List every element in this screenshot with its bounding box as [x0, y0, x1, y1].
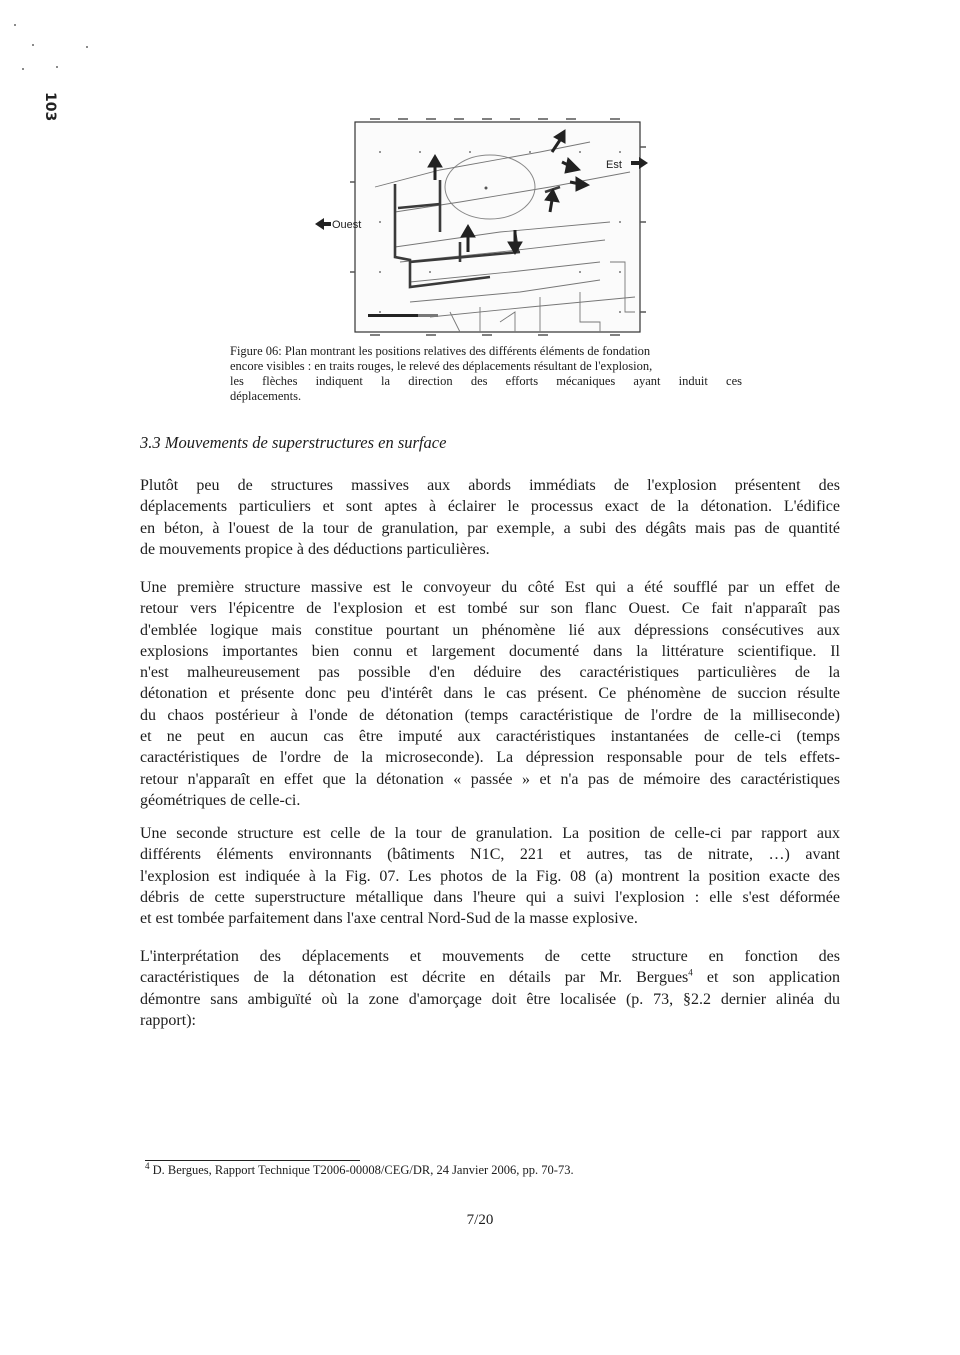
- text-line: Une première structure massive est le convoyeur du côté Est qui a été soufflé par un effet de: [140, 579, 840, 596]
- text-line: Plutôt peu de structures massives aux abords immédiats de l'explosion présentent des: [140, 477, 840, 494]
- caption-line: les flèches indiquent la direction des efforts mécaniques ayant induit ces: [230, 374, 742, 388]
- text-line: démontre sans ambiguïté où la zone d'amorçage doit être localisée (p. 73, §2.2 dernier alinéa du: [140, 990, 840, 1008]
- text-line: détonation et présente donc peu d'intérêt dans le cas présent. Ce phénomène de succion résulte: [140, 685, 840, 703]
- text-line: différents éléments environnants (bâtiments N1C, 221 et autres, tas de nitrate, …) avant: [140, 846, 840, 864]
- paragraph-2: [140, 577, 840, 811]
- footnote-divider: [145, 1160, 360, 1161]
- text-line: [140, 967, 840, 988]
- text-line: rapport):: [140, 1011, 196, 1029]
- text-line: du chaos postérieur à l'onde de détonation (temps caractéristique de l'ordre de la milliseconde): [140, 706, 840, 724]
- footnote-marker: 4: [145, 1160, 150, 1171]
- text-line: et est tombée parfaitement dans l'axe central Nord-Sud de la masse explosive.: [140, 910, 638, 928]
- footnote-text: D. Bergues, Rapport Technique T2006-00008/CEG/DR, 24 Janvier 2006, pp. 70-73.: [149, 1163, 574, 1177]
- paragraph-1: [140, 475, 840, 560]
- section-title: 3.3 Mouvements de superstructures en surface: [140, 433, 447, 452]
- scan-speck: [56, 66, 58, 68]
- margin-stamp: 103: [42, 92, 58, 122]
- text-line: retour vers l'épicentre de l'explosion et est tombé sur son flanc Ouest. Ce fait n'apparaît pas: [140, 600, 840, 618]
- scan-speck: [86, 46, 88, 48]
- label-est: Est: [606, 159, 622, 171]
- scale-bar: [368, 314, 438, 317]
- text-line: d'emblée logique mais constitue pourtant un phénomène lié aux dépressions consécutives aux: [140, 621, 840, 639]
- caption-line: Figure 06: Plan montrant les positions relatives des différents éléments de fondation: [230, 344, 651, 358]
- figure-caption: [230, 344, 742, 404]
- caption-line: déplacements.: [230, 389, 302, 403]
- text-line: n'est malheureusement pas possible d'en déduire des caractéristiques particulières de la: [140, 664, 840, 682]
- text-line: débris de cette superstructure métallique dans l'heure qui a suivi l'explosion : elle s'est déformée: [140, 888, 840, 906]
- text-line: et ne peut en aucun cas être imputé aux caractéristiques instantanées de celle-ci (temps: [140, 728, 840, 746]
- scan-speck: [32, 44, 34, 46]
- text-line: retour n'apparaît en effet que la détonation « passée » et n'a pas de mémoire des caractéristiques: [140, 770, 840, 788]
- text-line: Une seconde structure est celle de la tour de granulation. La position de celle-ci par rapport aux: [140, 825, 840, 842]
- text-line: déplacements particuliers et sont aptes à éclairer le processus exact de la détonation. L'édifice: [140, 498, 840, 516]
- text-line: de mouvements propice à des déductions particulières.: [140, 540, 490, 558]
- text-fragment: et son application: [692, 969, 841, 987]
- text-line: L'interprétation des déplacements et mouvements de cette structure en fonction des: [140, 948, 840, 965]
- text-line: l'explosion est indiquée à la Fig. 07. Les photos de la Fig. 08 (a) montrent la position exacte des: [140, 867, 840, 885]
- page-number: 7/20: [466, 1212, 494, 1228]
- text-line: caractéristiques de l'ordre de la microseconde). La dépression responsable pour de tels effets-: [140, 749, 840, 767]
- caption-line: encore visibles : en traits rouges, le relevé des déplacements résultant de l'explosion,: [230, 359, 653, 373]
- scan-speck: [22, 68, 24, 70]
- footnote: [145, 1160, 574, 1178]
- figure-site-plan: [300, 112, 660, 344]
- paragraph-4: [140, 946, 840, 1031]
- paragraph-3: [140, 823, 840, 929]
- text-line: en béton, à l'ouest de la tour de granulation, par exemple, a subi des dégâts mais pas de quantité: [140, 519, 840, 537]
- label-ouest: Ouest: [332, 219, 362, 231]
- text-line: géométriques de celle-ci.: [140, 791, 301, 809]
- text-fragment: caractéristiques de la détonation est décrite en détails par Mr. Bergues: [140, 969, 689, 987]
- scan-speck: [14, 24, 16, 26]
- text-line: explosions importantes bien connu et largement documenté dans la littérature scientifique. Il: [140, 642, 840, 660]
- footnote-reference: 4: [688, 967, 693, 978]
- west-arrow-icon: [315, 218, 331, 230]
